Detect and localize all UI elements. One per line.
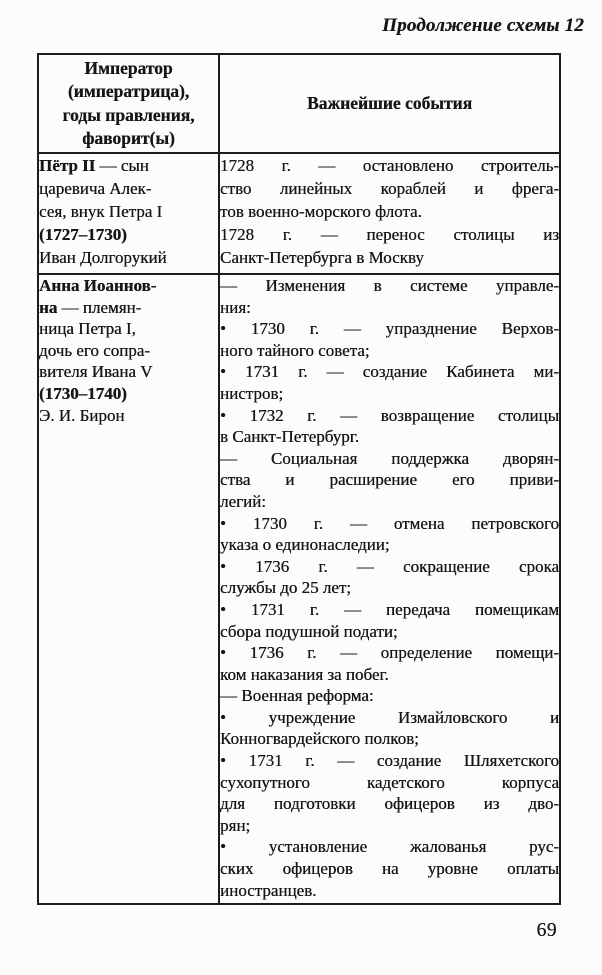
events-line: • 1736 г. — сокращение срока [220, 556, 559, 576]
ruler-line [39, 318, 218, 340]
ruler-line [39, 246, 218, 269]
events-line: тов военно-морского флота. [220, 202, 422, 221]
events-line: • установление жалованья рус- [220, 837, 559, 857]
header-ruler-column [38, 54, 219, 153]
ruler-line [39, 383, 218, 405]
ruler-name-bold: (1730–1740) [39, 383, 127, 403]
events-line: 1728 г. — остановлено строитель- [220, 156, 559, 175]
ruler-text: дочь его сопра- [39, 340, 150, 360]
events-line: — Военная реформа: [220, 686, 374, 706]
ruler-line [39, 200, 218, 223]
ruler-line [39, 275, 218, 297]
ruler-line [39, 154, 218, 177]
events-line: ния: [220, 297, 251, 317]
header-line: фаворит(ы) [82, 127, 175, 148]
events-cell [219, 274, 560, 904]
events-line: • 1730 г. — упразднение Верхов- [220, 319, 559, 339]
header-line: Император [84, 58, 173, 79]
events-line: иностранцев. [220, 880, 317, 900]
table-header [38, 54, 560, 153]
events-line: нистров; [220, 383, 284, 403]
events-line: ства и расширение его приви- [220, 470, 559, 490]
events-line: ком наказания за побег. [220, 664, 389, 684]
continuation-note: Продолжение схемы 12 [382, 15, 584, 36]
ruler-name-bold: на [39, 297, 58, 317]
events-line: • 1732 г. — возвращение столицы [220, 405, 559, 425]
events-line: • 1730 г. — отмена петровского [220, 513, 559, 533]
events-line: сухопутного кадетского корпуса [220, 772, 559, 792]
events-line: Санкт-Петербурга в Москву [220, 248, 424, 267]
header-row [38, 54, 560, 153]
schema-table [37, 53, 561, 905]
ruler-text: — племян- [57, 297, 142, 317]
ruler-line [39, 361, 218, 383]
ruler-text: ница Петра I, [39, 319, 136, 339]
ruler-text: вителя Ивана V [39, 362, 153, 382]
ruler-text: сея, внук Петра I [39, 202, 163, 221]
events-line: 1728 г. — перенос столицы из [220, 225, 559, 244]
events-line: рян; [220, 815, 251, 835]
table-body [38, 153, 560, 904]
events-line: • учреждение Измайловского и [220, 707, 559, 727]
events-line: службы до 25 лет; [220, 578, 351, 598]
events-line: • 1736 г. — определение помещи- [220, 643, 559, 663]
ruler-text: царевича Алек- [39, 179, 152, 198]
header-events-column [219, 54, 560, 153]
ruler-name-bold: Анна Иоаннов- [39, 276, 157, 295]
header-ruler-lines [39, 57, 218, 150]
header-line: годы правления, [62, 104, 195, 125]
ruler-line [39, 297, 218, 319]
header-line: (императрица), [67, 81, 190, 102]
ruler-name-bold: Пётр II [39, 156, 96, 175]
ruler-cell [38, 153, 219, 274]
ruler-text: Иван Долгорукий [39, 248, 167, 267]
events-line: для подготовки офицеров из дво- [220, 794, 559, 814]
events-line: Конногвардейского полков; [220, 729, 419, 749]
events-cell [219, 153, 560, 274]
events-line: • 1731 г. — создание Шляхетского [220, 751, 559, 771]
ruler-text: — сын [95, 156, 149, 175]
events-line: • 1731 г. — создание Кабинета ми- [220, 362, 559, 382]
table-row [38, 274, 560, 904]
page-number: 69 [536, 920, 557, 941]
events-line: ских офицеров на уровне оплаты [220, 859, 559, 879]
events-line: в Санкт-Петербург. [220, 427, 359, 447]
ruler-line [39, 177, 218, 200]
ruler-line [39, 223, 218, 246]
events-line: ство линейных кораблей и фрега- [220, 179, 559, 198]
events-line: — Изменения в системе управле- [220, 276, 559, 295]
header-events-label: Важнейшие события [306, 93, 473, 113]
events-line: • 1731 г. — передача помещикам [220, 599, 559, 619]
ruler-line [39, 405, 218, 427]
ruler-line [39, 340, 218, 362]
ruler-text: Э. И. Бирон [39, 405, 125, 425]
table-row [38, 153, 560, 274]
events-line: ного тайного совета; [220, 340, 370, 360]
ruler-name-bold: (1727–1730) [39, 225, 127, 244]
events-line: — Социальная поддержка дворян- [220, 448, 559, 468]
ruler-cell [38, 274, 219, 904]
events-line: сбора подушной подати; [220, 621, 398, 641]
events-line: указа о единонаследии; [220, 535, 390, 555]
events-line: легий: [220, 491, 266, 511]
